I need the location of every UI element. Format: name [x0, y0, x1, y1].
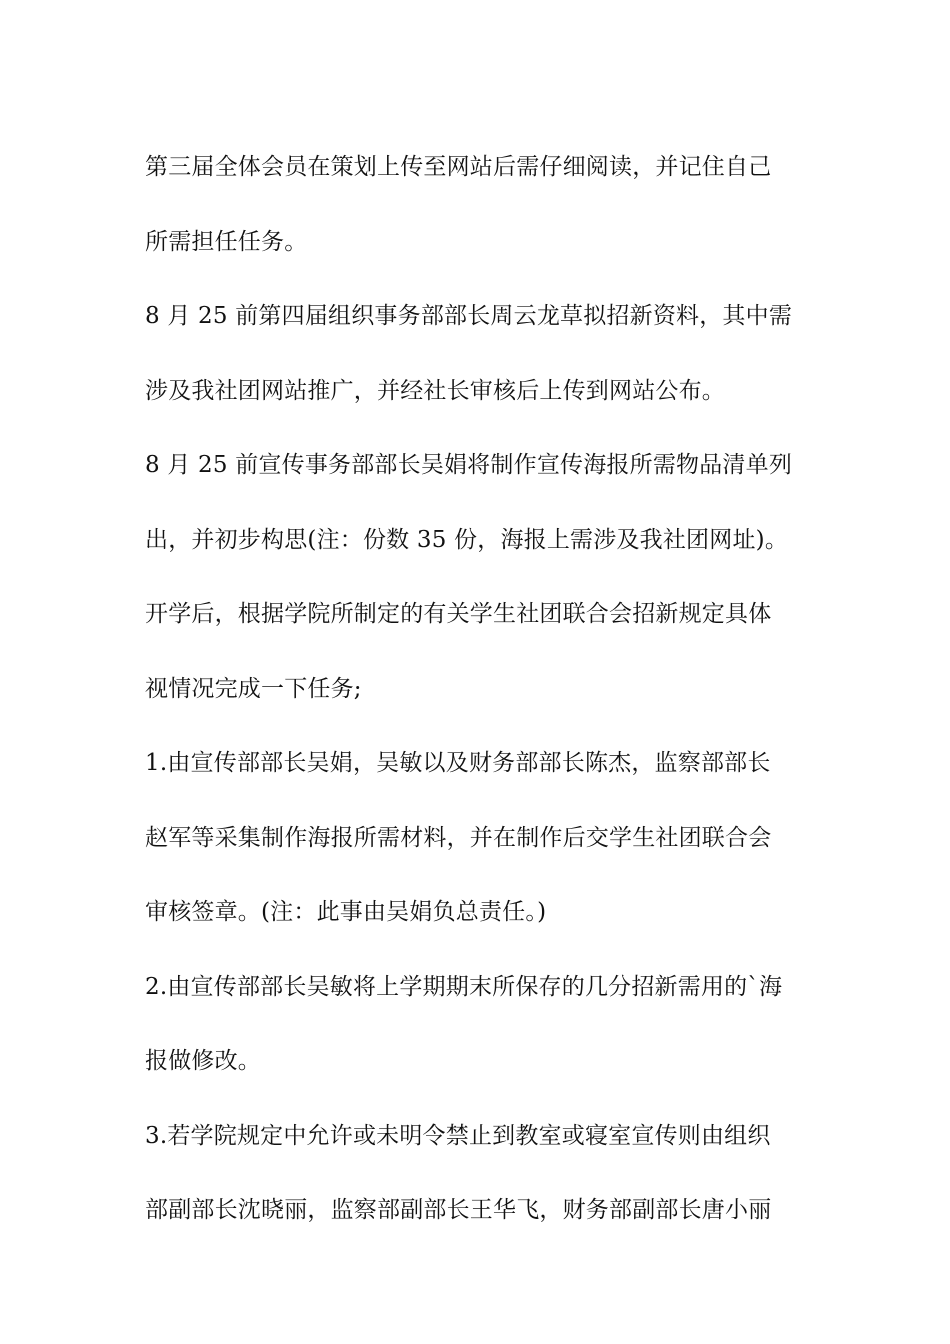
- text-line-6: 出，并初步构思(注：份数 35 份，海报上需涉及我社团网址)。: [145, 526, 789, 553]
- text-line-12: 2.由宣传部部长吴敏将上学期期末所保存的几分招新需用的`海: [145, 973, 783, 1000]
- text-line-14: 3.若学院规定中允许或未明令禁止到教室或寝室宣传则由组织: [145, 1122, 771, 1149]
- text-line-2: 所需担任任务。: [145, 228, 308, 255]
- text-line-11: 审核签章。(注：此事由吴娟负总责任。): [145, 899, 547, 925]
- text-line-8: 视情况完成一下任务;: [145, 675, 362, 702]
- document-body: [145, 130, 810, 1248]
- text-line-1: 第三届全体会员在策划上传至网站后需仔细阅读，并记住自己: [145, 154, 772, 180]
- text-line-4: 涉及我社团网站推广，并经社长审核后上传到网站公布。: [145, 377, 725, 404]
- text-line-15: 部副部长沈晓丽，监察部副部长王华飞，财务部副部长唐小丽: [145, 1197, 772, 1223]
- text-line-9: 1.由宣传部部长吴娟，吴敏以及财务部部长陈杰，监察部部长: [145, 750, 771, 776]
- text-line-7: 开学后，根据学院所制定的有关学生社团联合会招新规定具体: [145, 601, 772, 627]
- text-line-10: 赵军等采集制作海报所需材料，并在制作后交学生社团联合会: [145, 824, 772, 851]
- text-line-3: 8 月 25 前第四届组织事务部部长周云龙草拟招新资料，其中需: [145, 303, 793, 329]
- text-line-13: 报做修改。: [145, 1048, 261, 1074]
- text-line-5: 8 月 25 前宣传事务部部长吴娟将制作宣传海报所需物品清单列: [145, 452, 793, 478]
